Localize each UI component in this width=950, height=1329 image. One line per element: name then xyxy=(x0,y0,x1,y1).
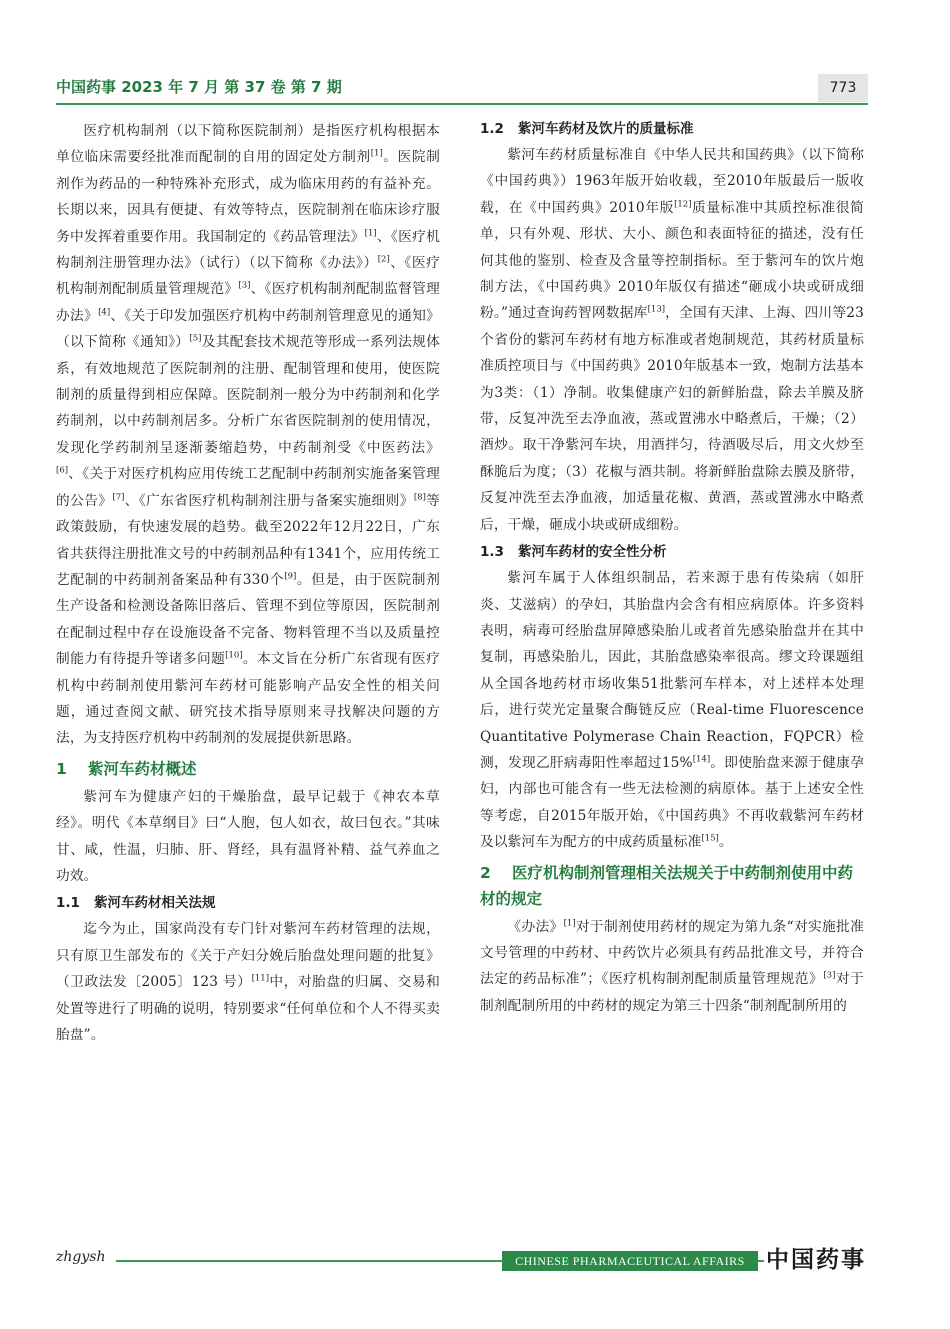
section-1-paragraph: 紫河车为健康产妇的干燥胎盘，最早记载于《神农本草经》。明代《本草纲目》曰“人胞，包人如衣，故曰包衣。”其味甘、咸，性温，归肺、肝、肾经，具有温肾补精、益气养血之功效。 xyxy=(56,788,440,884)
citation: [4] xyxy=(98,307,111,318)
citation: [1] xyxy=(370,148,383,159)
section-1-2-paragraph: 紫河车药材质量标准自《中华人民共和国药典》（以下简称《中国药典》）1963年版开始收载，至2010年版最后一版收载，在《中国药典》2010年版[12]质量标准中其质控标准很简单，只有外观、形状、大小、颜色和表面特征的描述，没有任何其他的鉴别、检查及含量等控制指标。至于紫河车的饮片炮制方法，《中国药典》2010年版仅有描述“砸成小块或研成细粉。”通过查询药智网数据库[13]，全国有天津、上海、四川等23个省份的紫河车药材有地方标准或者炮制规范，其药材质量标准质控项目与《中国药典》2010年版基本一致，炮制方法基本为3类：（1）净制。收集健康产妇的新鲜胎盘，除去羊膜及脐带，反复冲洗至去净血液，蒸或置沸水中略煮后，干燥；（2）酒炒。取干净紫河车块，用酒拌匀，待酒吸尽后，用文火炒至酥脆后为度；（3）花椒与酒共制。将新鲜胎盘除去膜及脐带，反复冲洗至去净血液，加适量花椒、黄酒，蒸或置沸水中略煮后，干燥，砸成小块或研成细粉。 xyxy=(480,147,864,533)
citation: [14] xyxy=(692,754,711,765)
header-rule xyxy=(56,103,868,105)
citation: [2] xyxy=(377,254,390,265)
citation: [3] xyxy=(238,280,251,291)
section-2-paragraph: 《办法》[1]对于制剂使用药材的规定为第九条“对实施批准文号管理的中药材、中药饮片必须具有药品批准文号，并符合法定的药品标准”；《医疗机构制剂配制质量管理规范》[3]对于制剂配制所用的中药材的规定为第三十四条“制剂配制所用的 xyxy=(480,918,864,1014)
citation: [5] xyxy=(189,333,202,344)
section-1-3-heading: 1.3 紫河车药材的安全性分析 xyxy=(480,544,667,561)
left-column xyxy=(56,118,440,1048)
intro-paragraph: 医疗机构制剂（以下简称医院制剂）是指医疗机构根据本单位临床需要经批准而配制的自用的固定处方制剂[1]。医院制剂作为药品的一种特殊补充形式，成为临床用药的有益补充。长期以来，因具有便捷、有效等特点，医院制剂在临床诊疗服务中发挥着重要作用。我国制定的《药品管理法》[1]、《医疗机构制剂注册管理办法》（试行）（以下简称《办法》）[2]、《医疗机构制剂配制质量管理规范》[3]、《医疗机构制剂配制监督管理办法》[4]、《关于印发加强医疗机构中药制剂管理意见的通知》（以下简称《通知》）[5]及其配套技术规范等形成一系列法规体系，有效地规范了医院制剂的注册、配制管理和使用，使医院制剂的质量得到相应保障。医院制剂一般分为中药制剂和化学药制剂，以中药制剂居多。分析广东省医院制剂的使用情况，发现化学药制剂呈逐渐萎缩趋势，中药制剂受《中医药法》[6]、《关于对医疗机构应用传统工艺配制中药制剂实施备案管理的公告》[7]、《广东省医疗机构制剂注册与备案实施细则》[8]等政策鼓励，有快速发展的趋势。截至2022年12月22日，广东省共获得注册批准文号的中药制剂品种有1341个，应用传统工艺配制的中药制剂备案品种有330个[9]。但是，由于医院制剂生产设备和检测设备陈旧落后、管理不到位等原因，医院制剂在配制过程中存在设施设备不完备、物料管理不当以及质量控制能力有待提升等诸多问题[10]。本文旨在分析广东省现有医疗机构中药制剂使用紫河车药材可能影响产品安全性的相关问题，通过查阅文献、研究技术指导原则来寻找解决问题的方法，为支持医疗机构中药制剂的发展提供新思路。 xyxy=(56,123,440,747)
citation: [10] xyxy=(225,650,243,661)
citation: [9] xyxy=(284,571,297,582)
citation: [6] xyxy=(56,465,69,476)
footer-site-code: zhgysh xyxy=(56,1249,111,1265)
right-column xyxy=(480,118,864,1019)
citation: [3] xyxy=(823,970,836,981)
citation: [1] xyxy=(563,918,576,928)
section-2-heading: 2 医疗机构制剂管理相关法规关于中药制剂使用中药材的规定 xyxy=(480,863,854,908)
citation: [7] xyxy=(112,492,125,503)
page-number: 773 xyxy=(818,74,868,102)
footer-journal-name: CHINESE PHARMACEUTICAL AFFAIRS xyxy=(502,1251,758,1271)
section-1-heading: 1 紫河车药材概述 xyxy=(56,759,197,778)
citation: [15] xyxy=(701,833,719,844)
page-footer xyxy=(56,1247,868,1281)
journal-issue-title: 中国药事 2023 年 7 月 第 37 卷 第 7 期 xyxy=(56,78,342,96)
citation: [11] xyxy=(251,973,270,984)
section-1-1-paragraph: 迄今为止，国家尚没有专门针对紫河车药材管理的法规，只有原卫生部发布的《关于产妇分娩后胎盘处理问题的批复》（卫政法发〔2005〕123 号）[11]中，对胎盘的归属、交易和处置等进行了明确的说明，特别要求“任何单位和个人不得买卖胎盘”。 xyxy=(56,921,440,1043)
citation: [8] xyxy=(413,492,426,503)
running-header xyxy=(56,74,868,104)
citation: [12] xyxy=(674,199,692,210)
section-1-1-heading: 1.1 紫河车药材相关法规 xyxy=(56,895,216,912)
section-1-3-paragraph: 紫河车属于人体组织制品，若来源于患有传染病（如肝炎、艾滋病）的孕妇，其胎盘内会含有相应病原体。许多资料表明，病毒可经胎盘屏障感染胎儿或者首先感染胎盘并在其中复制，再感染胎儿，因此，其胎盘感染率很高。缪文玲课题组从全国各地药材市场收集51批紫河车样本，对上述样本处理后，进行荧光定量聚合酶链反应（Real-time Fluorescence Quantitative Polymerase Chain Reaction，FQPCR）检测，发现乙肝病毒阳性率超过15%[14]。即使胎盘来源于健康孕妇，内部也可能含有一些无法检测的病原体。基于上述安全性等考虑，自2015年版开始，《中国药典》不再收载紫河车药材及以紫河车为配方的中成药质量标准[15]。 xyxy=(480,570,865,851)
journal-logo: 中国药事 xyxy=(766,1246,866,1273)
citation: [1] xyxy=(364,228,377,239)
citation: [13] xyxy=(647,304,666,315)
section-1-2-heading: 1.2 紫河车药材及饮片的质量标准 xyxy=(480,121,694,137)
